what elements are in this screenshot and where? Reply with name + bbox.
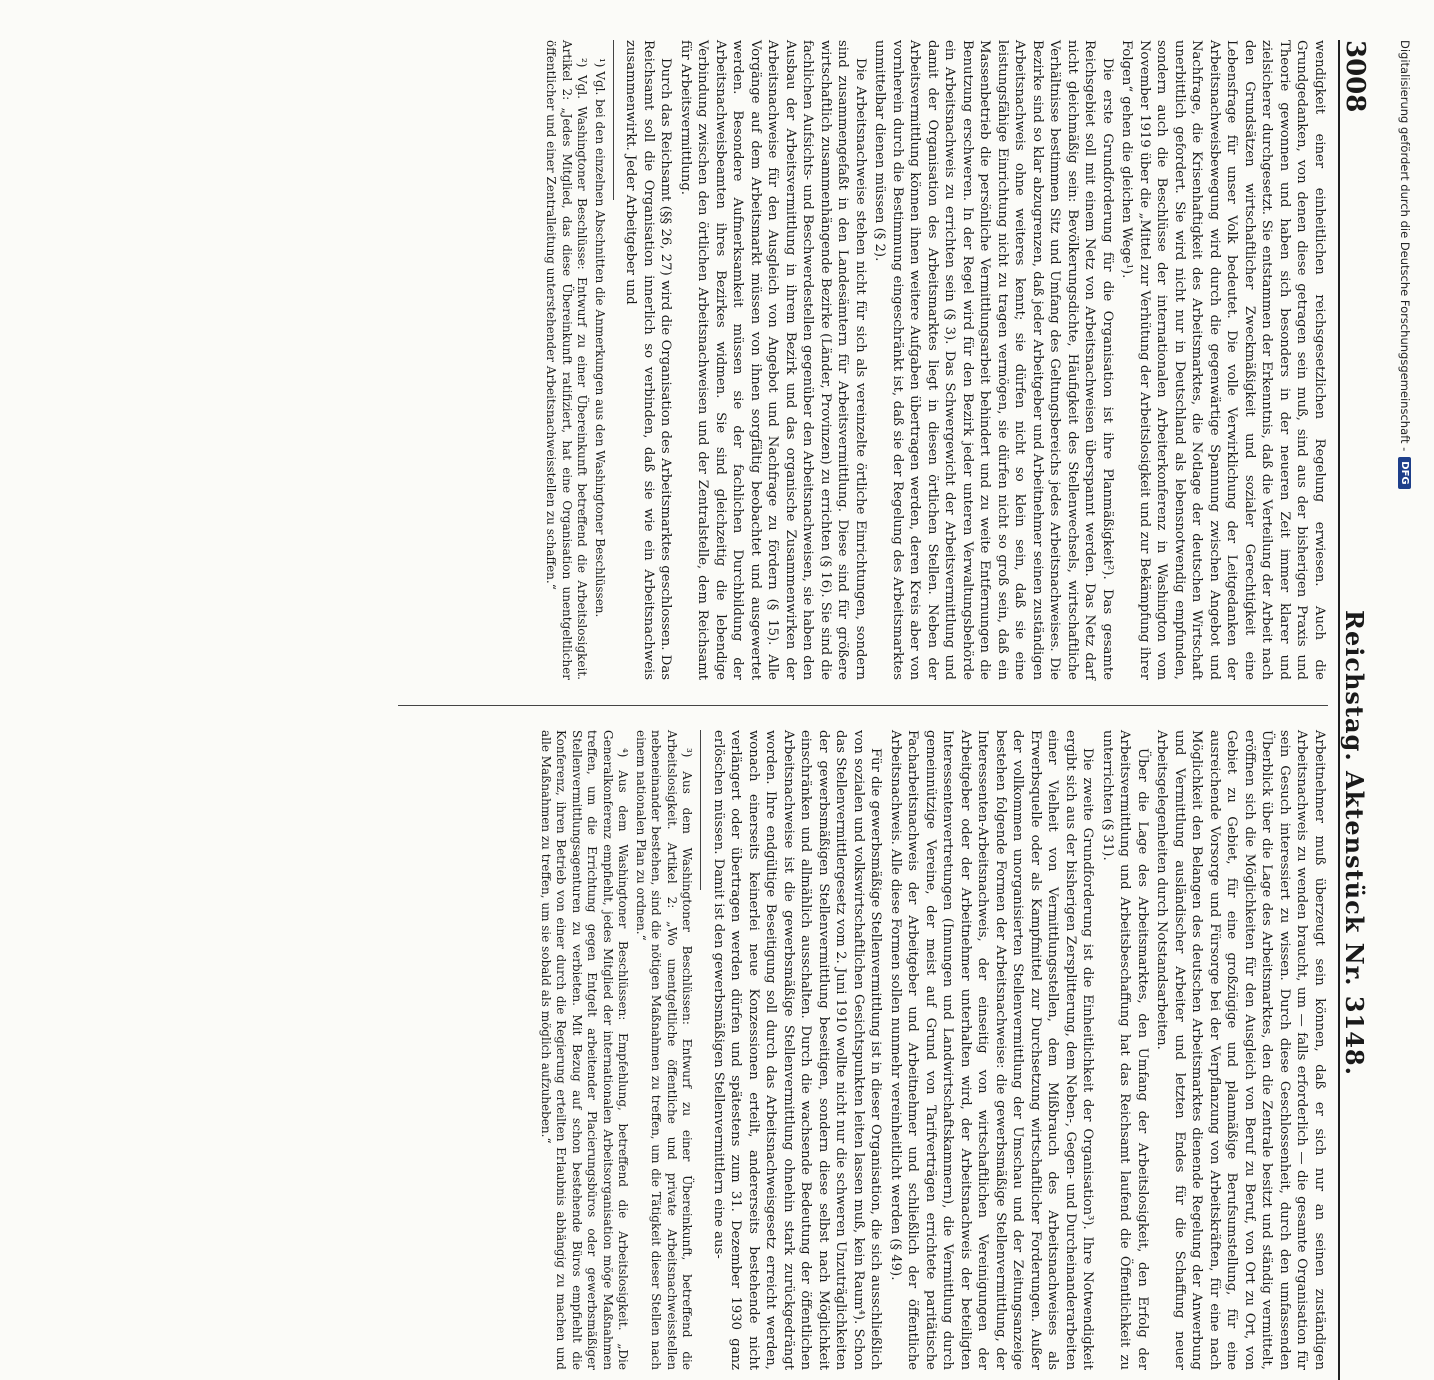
paragraph: Die erste Grundforderung für die Organisation ist ihre Planmäßigkeit²). Das gesamte Reichsgebiet soll mit einem Netz von Arbeitsnachweisen überspannt werden. Das Netz darf nicht gleichmäßig sein: Bevölkerungsdichte, Häufigkeit des Stellenwechsels, wirtschaftliche Verhältnisse bestimmen Sitz und Umfang des Geltungsbereichs jedes Arbeitsnachweises. Die Bezirke sind so klar abzugrenzen, daß jeder Arbeitgeber und Arbeitnehmer seinen zuständigen Arbeitsnachweis ohne weiteres kennt; sie dürfen nicht so klein sein, daß sie eine leistungsfähige Einrichtung nicht zu tragen vermögen, sie dürfen nicht so groß sein, daß ein Massenbetrieb die persönliche Vermittlungsarbeit behindert und zu weite Entfernungen die Benutzung erschweren. In der Regel wird für den Bezirk jeder unteren Verwaltungsbehörde ein Arbeitsnachweis zu errichten sein (§ 3). Das Schwergewicht der Arbeitsvermittlung und damit der Organisation des Arbeitsmarktes liegt in diesen örtlichen Stellen. Neben der Arbeitsvermittlung können ihnen weitere Aufgaben übertragen werden, deren Kreis aber von vornherein durch die Bestimmung eingeschränkt ist, daß sie der Regelung des Arbeitsmarktes unmittelbar dienen müssen (§ 2). xyxy=(872,40,1115,680)
credit-text: Digitalisierung gefördert durch die Deutsche Forschungsgemeinschaft - xyxy=(1398,40,1412,452)
dfg-logo: DFG xyxy=(1399,457,1412,488)
footnote: ¹) Vgl. bei den einzelnen Abschnitten die Anmerkungen aus den Washingtoner Beschlüssen. xyxy=(593,58,607,618)
paragraph: Arbeitnehmer muß überzeugt sein können, daß er sich nur an seinen zuständigen Arbeitsnachweis zu wenden braucht, um — falls erforderlich — die gesamte Organisation für sein Gesuch interessiert zu wissen. Durch diese Geschlossenheit, durch den umfassenden Überblick über die Lage des Arbeitsmarktes, den die Zentrale besitzt und ständig vermittelt, eröffnen sich die Möglichkeiten für den Ausgleich von Beruf zu Beruf, von Ort zu Ort, von Gebiet zu Gebiet, für eine großzügige und planmäßige Berufsumstellung, für eine ausreichende Vorsorge und Fürsorge bei der Verpflanzung von Arbeitskräften, für eine nach Möglichkeit den Belangen des deutschen Arbeitsmarktes dienende Regelung der Anwerbung und Vermittlung ausländischer Arbeiter und letzten Endes für die Schaffung neuer Arbeitsgelegenheiten durch Notstandsarbeiten. xyxy=(1154,730,1327,1370)
paragraph: Die Arbeitsnachweise stehen nicht für sich als vereinzelte örtliche Einrichtungen, sondern sind zusammengefaßt in den Landesämtern für Arbeitsvermittlung. Diese sind für größere wirtschaftlich zusammenhängende Bezirke (Länder, Provinzen) zu errichten (§ 16). Sie sind die fachlichen Aufsichts- und Beschwerdestellen gegenüber den Arbeitsnachweisen, sie haben den Ausbau der Arbeitsvermittlung in ihrem Bezirk und das organische Zusammenwirken der Arbeitsnachweise für den Ausgleich von Angebot und Nachfrage zu fördern (§ 15). Alle Vorgänge auf dem Arbeitsmarkt müssen von ihnen sorgfältig beobachtet und ausgewertet werden. Besondere Aufmerksamkeit müssen sie der fachlichen Durchbildung der Arbeitsnachweisbeamten ihres Bezirkes widmen. Sie sind gleichzeitig die lebendige Verbindung zwischen den örtlichen Arbeitsnachweisen und der Zentralstelle, dem Reichsamt für Arbeitsvermittlung. xyxy=(678,40,868,680)
footnote: ⁴) Aus dem Washingtoner Beschlüssen: Empfehlung, betreffend die Arbeitslosigkeit. „Die Generalkonferenz empfiehlt, jedes Mitglied der internationalen Arbeitsorganisation möge Maßnahmen treffen, um die Errichtung gegen Entgelt arbeitender Placierungsbüros oder gewerbsmäßiger Stellenvermittlungsagenturen zu verbieten. Mit Bezug auf schon bestehende Büros empfiehlt die Konferenz, ihren Betrieb von einer durch die Regierung erteilten Erlaubnis abhängig zu machen und alle Maßnahmen zu treffen, um sie sobald als möglich aufzuheben.“ xyxy=(539,730,631,1370)
digitization-credit xyxy=(1396,40,1414,990)
paragraph: Für die gewerbsmäßige Stellenvermittlung ist in dieser Organisation, die sich ausschließlich von sozialen und volkswirtschaftlichen Gesichtspunkten leiten lassen muß, kein Raum⁴). Schon das Stellenvermittlergesetz vom 2. Juni 1910 wollte nicht nur die schweren Unzuträglichkeiten der gewerbsmäßigen Stellenvermittlung beseitigen, sondern diese selbst nach Möglichkeit einschränken und allmählich ausschalten. Durch die wachsende Bedeutung der öffentlichen Arbeitsnachweise ist die gewerbsmäßige Stellenvermittlung ohnehin stark zurückgedrängt worden. Ihre endgültige Beseitigung soll durch das Arbeitsnachweisgesetz erreicht werden, wonach einerseits keinerlei neue Konzessionen erteilt, andererseits bestehende nicht verlängert oder übertragen werden dürfen und spätestens zum 31. Dezember 1930 ganz erlöschen müssen. Damit ist den gewerbsmäßigen Stellenvermittlern eine aus- xyxy=(711,730,884,1370)
right-column xyxy=(398,730,1328,1370)
paragraph: Durch das Reichsamt (§§ 26, 27) wird die Organisation des Arbeitsmarktes geschlossen. Das Reichsamt soll die Organisation innerlich so verbinden, daß sie wie ein Arbeitsnachweis zusammenwirkt. Jeder Arbeitgeber und xyxy=(623,40,674,680)
page-header xyxy=(1338,40,1380,1380)
rotated-document xyxy=(40,40,1370,1380)
page-number: 3008 xyxy=(1340,40,1370,113)
footnote: ²) Vgl. Washingtoner Beschlüsse: Entwurf zu einer Übereinkunft betreffend die Arbeitslosigkeit. Artikel 2: „Jedes Mitglied, das diese Übereinkunft ratifiziert, hat eine Organisation unentgeltlicher öffentlicher und einer Zentralleitung unterstehender Arbeitsnachweisstellen zu schaffen.“ xyxy=(544,40,590,680)
running-title: Reichstag. Aktenstück Nr. 3148. xyxy=(1340,610,1369,1076)
footnote-rule xyxy=(701,730,702,890)
paragraph: Über die Lage des Arbeitsmarktes, den Umfang der Arbeitslosigkeit, den Erfolg der Arbeitsvermittlung und Arbeitsbeschaffung hat das Reichsamt laufend die Öffentlichkeit zu unterrichten (§ 31). xyxy=(1100,730,1150,1370)
paragraph: Die zweite Grundforderung ist die Einheitlichkeit der Organisation³). Ihre Notwendigkeit ergibt sich aus der bisherigen Zersplitterung, dem Neben-, Gegen- und Durcheinanderarbeiten einer Vielheit von Vermittlungsstellen, dem Mißbrauch des Arbeitsnachweises als Erwerbsquelle oder als Kampfmittel zur Durchsetzung wirtschaftlicher Forderungen. Außer der vollkommen unorganisierten Stellenvermittlung der Umschau und der Zeitungsanzeige bestehen folgende Formen der Arbeitsnachweise: die gewerbsmäßige Stellenvermittlung, der Interessenten-Arbeitsnachweis, der einseitig von wirtschaftlichen Vereinigungen der Arbeitgeber oder der Arbeitnehmer unterhalten wird, der Arbeitsnachweis der beteiligten Interessentenvertretungen (Innungen und Landwirtschaftskammern), die Vermittlung durch gemeinnützige Vereine, der meist auf Grund von Tarifverträgen errichtete paritätische Facharbeitsnachweis der Arbeitgeber und Arbeitnehmer und schließlich der öffentliche Arbeitsnachweis. Alle diese Formen sollen nunmehr vereinheitlicht werden (§ 49). xyxy=(888,730,1096,1370)
footnote-rule xyxy=(613,40,614,200)
left-column xyxy=(398,40,1328,680)
paragraph: wendigkeit einer einheitlichen reichsgesetzlichen Regelung erwiesen. Auch die Grundgedanken, von denen diese getragen sein muß, sind aus der bisherigen Praxis und Theorie gewonnen und haben sich besonders in der neueren Zeit immer klarer und zielsicherer durchgesetzt. Sie entstammen der Erkenntnis, daß die Verteilung der Arbeit nach den Grundsätzen wirtschaftlicher Zweckmäßigkeit und sozialer Gerechtigkeit eine Lebensfrage für unser Volk bedeutet. Die volle Verwirklichung der Leitgedanken der Arbeitsnachweisbewegung wird durch die gegenwärtige Spannung zwischen Angebot und Nachfrage, die Krisenhaftigkeit des Arbeitsmarktes, die Notlage der deutschen Wirtschaft unerbittlich gefordert. Sie wird nicht nur in Deutschland als lebensnotwendig empfunden, sondern auch die Beschlüsse der internationalen Arbeiterkonferenz in Washington vom November 1919 über die „Mittel zur Verhütung der Arbeitslosigkeit und zur Bekämpfung ihrer Folgen“ gehen die gleichen Wege¹). xyxy=(1119,40,1327,680)
footnote: ³) Aus dem Washingtoner Beschlüssen: Entwurf zu einer Übereinkunft, betreffend die Arbeitslosigkeit. Artikel 2: „Wo unentgeltliche öffentliche und private Arbeitsnachweisstellen nebeneinander bestehen, sind die nötigen Maßnahmen zu treffen, um die Tätigkeit dieser Stellen nach einem nationalen Plan zu ordnen.“ xyxy=(634,730,695,1370)
document-body xyxy=(390,40,1380,1380)
column-divider xyxy=(398,705,1328,706)
